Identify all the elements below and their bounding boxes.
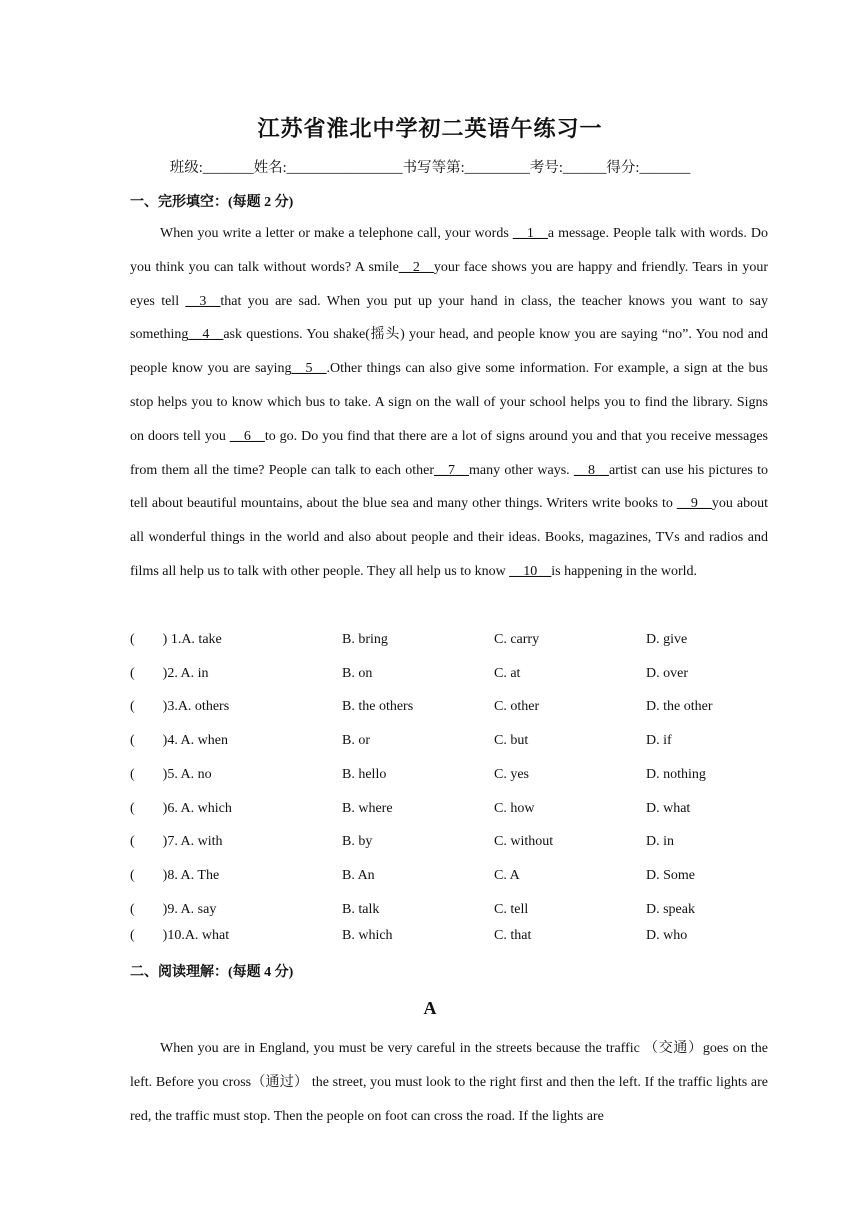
question-row <box>130 834 768 854</box>
cloze-blank: __3__ <box>185 293 221 309</box>
answer-option: B. An <box>342 868 375 883</box>
answer-option: D. speak <box>646 902 695 917</box>
cloze-blank: __5__ <box>291 361 327 377</box>
passage-text: .Other things can also give some information. For example, a sign at the bus stop helps you to know which bus to take. A sign on the wall of your school helps you to find the library. Signs on doors tell you <box>130 361 768 444</box>
answer-option: D. the other <box>646 699 713 714</box>
answer-option: D. Some <box>646 868 695 883</box>
answer-option: D. what <box>646 801 691 816</box>
passage-text: to go. Do you find that there are a lot of signs around you and that you receive messages from them all the time? People can talk to each other <box>130 428 768 478</box>
answer-option: C. that <box>494 928 532 943</box>
question-row <box>130 928 768 948</box>
answer-option: D. who <box>646 928 688 943</box>
answer-option: B. on <box>342 666 373 681</box>
question-number-option-a: ( )9. A. say <box>130 902 217 917</box>
answer-option: C. tell <box>494 902 529 917</box>
question-row <box>130 699 768 719</box>
answer-option: C. yes <box>494 767 529 782</box>
cloze-blank: __1__ <box>512 226 548 241</box>
question-row <box>130 632 768 652</box>
answer-option: D. nothing <box>646 767 706 782</box>
question-number-option-a: ( )5. A. no <box>130 767 212 782</box>
answer-option: B. which <box>342 928 393 943</box>
passage-text: you about all wonderful things in the world and also about people and their ideas. Books, magazines, TVs and radios and films all help us to talk with other people. They all help us to know <box>130 496 768 579</box>
question-row <box>130 868 768 888</box>
passage-text: artist can use his pictures to tell about beautiful mountains, about the blue sea and many other things. Writers write books to <box>130 462 768 512</box>
passage-text: that you are sad. When you put up your hand in class, the teacher knows you want to say something <box>130 293 768 343</box>
answer-option: D. over <box>646 666 688 681</box>
reading-passage-a <box>130 1032 768 1133</box>
cloze-blank: __10__ <box>509 563 552 579</box>
answer-option: D. if <box>646 733 672 748</box>
passage-text: is happening in the world. <box>551 563 698 579</box>
cloze-paragraph <box>130 217 768 589</box>
answer-option: B. talk <box>342 902 380 917</box>
answer-option: C. carry <box>494 632 540 647</box>
question-row <box>130 733 768 753</box>
answer-option: D. in <box>646 834 674 849</box>
cloze-blank: __9__ <box>676 496 712 512</box>
question-number-option-a: ( )8. A. The <box>130 868 220 883</box>
cloze-blank: __6__ <box>229 428 265 444</box>
answer-option: C. without <box>494 834 554 849</box>
question-number-option-a: ( )2. A. in <box>130 666 209 681</box>
answer-option: B. bring <box>342 632 388 647</box>
passage-text: ask questions. You shake(摇头) your head, and people know you are saying “no”. You nod and people know you are saying <box>130 327 768 377</box>
answer-option: D. give <box>646 632 688 647</box>
passage-text: When you write a letter or make a telephone call, your words <box>160 226 513 241</box>
answer-option: C. at <box>494 666 521 681</box>
cloze-blank: __8__ <box>573 462 609 478</box>
question-row <box>130 767 768 787</box>
answer-option: C. how <box>494 801 535 816</box>
cloze-passage <box>130 217 768 589</box>
answer-option: C. other <box>494 699 540 714</box>
question-number-option-a: ( )10.A. what <box>130 928 230 943</box>
answer-option: B. hello <box>342 767 387 782</box>
question-number-option-a: ( )4. A. when <box>130 733 228 748</box>
answer-option: B. by <box>342 834 373 849</box>
answer-option: B. where <box>342 801 393 816</box>
passage-text: your face shows you are happy and friendly. Tears in your eyes tell <box>130 259 768 309</box>
cloze-blank: __2__ <box>398 259 434 275</box>
section-heading-reading: 二、阅读理解：(每题 4 分) <box>130 965 294 980</box>
answer-option: B. the others <box>342 699 414 714</box>
question-number-option-a: ( )6. A. which <box>130 801 232 816</box>
section-heading-cloze: 一、完形填空：(每题 2 分) <box>130 195 294 210</box>
passage-text: a message. People talk with words. Do you think you can talk without words? A smile <box>130 226 768 275</box>
answer-option: C. but <box>494 733 529 748</box>
reading-paragraph: When you are in England, you must be very careful in the streets because the traffic （交通）goes on the left. Before you cross（通过） the street, you must look to the right first and then the left. If the traffic lights are red, the traffic must stop. Then the people on foot can cross the road. If the lights are <box>130 1041 768 1124</box>
question-number-option-a: ( ) 1.A. take <box>130 632 222 647</box>
cloze-blank: __4__ <box>188 327 224 343</box>
reading-passage-label: A <box>423 998 437 1018</box>
question-row <box>130 666 768 686</box>
student-info-line: 班级:_______姓名:________________书写等第:_________考号:______得分:_______ <box>169 160 691 176</box>
page-title: 江苏省淮北中学初二英语午练习一 <box>257 116 603 141</box>
passage-text: many other ways. <box>468 462 574 478</box>
question-row <box>130 801 768 821</box>
cloze-blank: __7__ <box>433 462 469 478</box>
question-number-option-a: ( )7. A. with <box>130 834 223 849</box>
question-number-option-a: ( )3.A. others <box>130 699 230 714</box>
answer-option: B. or <box>342 733 370 748</box>
answer-option: C. A <box>494 868 520 883</box>
question-row <box>130 902 768 922</box>
